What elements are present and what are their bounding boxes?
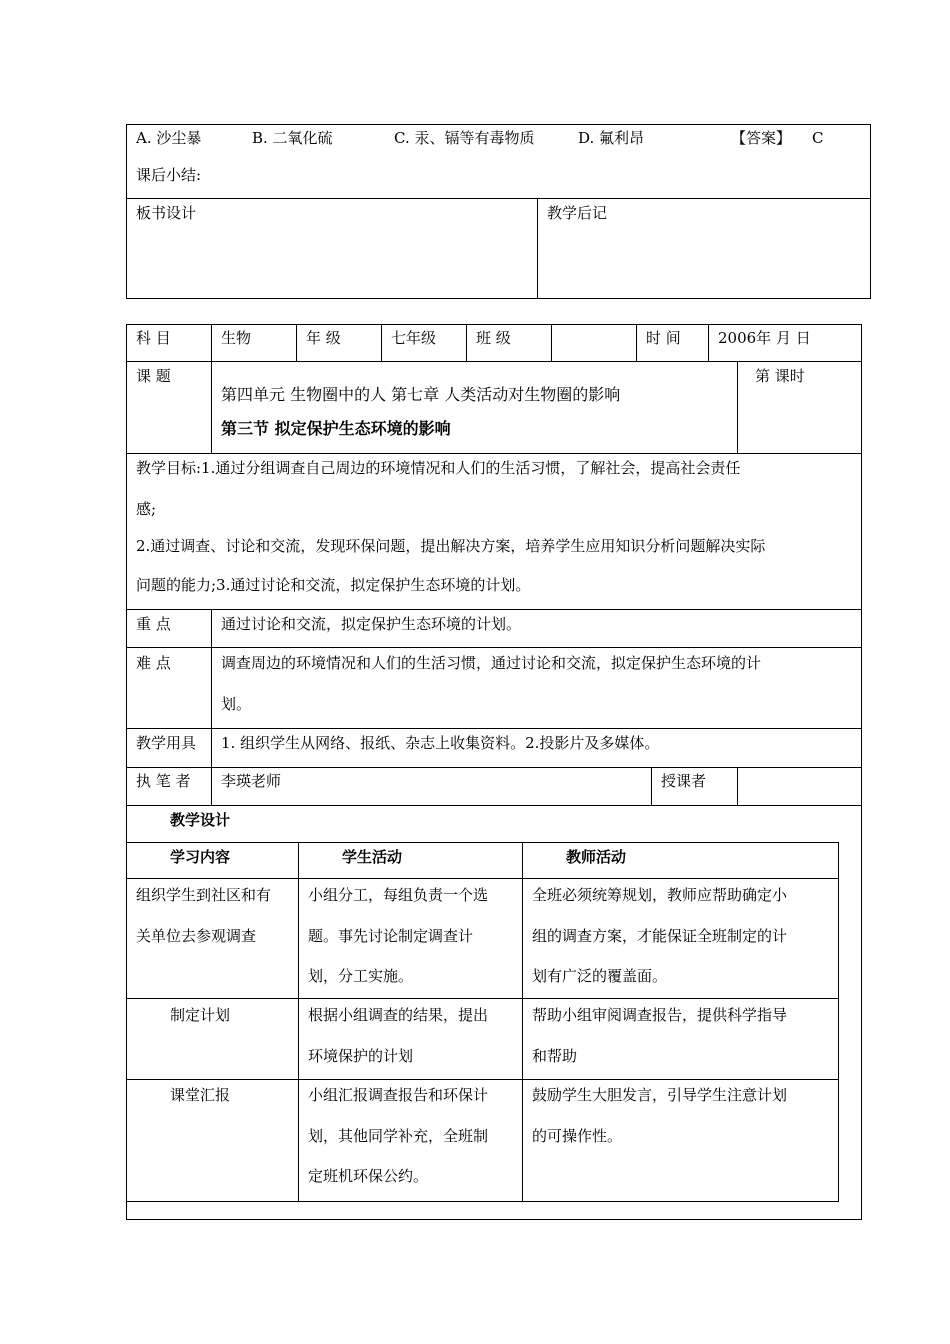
row-divider <box>126 805 862 806</box>
option-c: C. 汞、镉等有毒物质 <box>394 129 535 147</box>
board-design-label: 板书设计 <box>136 204 197 222</box>
subject-value: 生物 <box>221 329 252 347</box>
design-header-student: 学生活动 <box>342 848 403 866</box>
difficulty-line2: 划。 <box>221 695 252 713</box>
option-b: B. 二氧化硫 <box>252 129 333 147</box>
time-label: 时 间 <box>646 329 681 347</box>
period-label: 第 课时 <box>755 367 805 385</box>
col-divider <box>211 324 212 361</box>
row2-student-line: 根据小组调查的结果，提出 <box>308 1006 489 1024</box>
difficulty-label: 难 点 <box>136 654 171 672</box>
time-value: 2006年 月 日 <box>718 329 811 347</box>
row2-teacher-line: 帮助小组审阅调查报告，提供科学指导 <box>532 1006 788 1024</box>
subject-label: 科 目 <box>136 329 171 347</box>
row1-teacher-line: 划有广泛的覆盖面。 <box>532 967 668 985</box>
row-divider <box>126 647 862 648</box>
summary-label: 课后小结: <box>136 166 202 184</box>
design-row-divider <box>126 878 839 879</box>
design-row-divider <box>126 1079 839 1080</box>
teaching-tools-value: 1. 组织学生从网络、报纸、杂志上收集资料。2.投影片及多媒体。 <box>221 734 660 752</box>
row3-student-line: 划，其他同学补充，全班制 <box>308 1127 489 1145</box>
author-label: 执 笔 者 <box>136 772 191 790</box>
author-value: 李瑛老师 <box>221 772 282 790</box>
col-divider <box>636 324 637 361</box>
row1-teacher-line: 全班必须统筹规划，教师应帮助确定小 <box>532 886 788 904</box>
col-divider <box>737 361 738 453</box>
design-col-divider <box>522 842 523 1202</box>
top-table-divider <box>126 198 871 199</box>
row3-student-line: 小组汇报调查报告和环保计 <box>308 1086 489 1104</box>
design-header-content: 学习内容 <box>170 848 231 866</box>
answer-label: 【答案】 <box>731 129 792 147</box>
row2-teacher-line: 和帮助 <box>532 1047 578 1065</box>
topic-label: 课 题 <box>136 367 171 385</box>
lecturer-label: 授课者 <box>661 772 707 790</box>
key-point-value: 通过讨论和交流，拟定保护生态环境的计划。 <box>221 615 522 633</box>
top-table-split <box>537 198 538 299</box>
col-divider <box>466 324 467 361</box>
row3-teacher-line: 的可操作性。 <box>532 1127 623 1145</box>
option-a: A. 沙尘暴 <box>136 129 202 147</box>
topic-line2: 第三节 拟定保护生态环境的影响 <box>221 419 451 438</box>
row2-content-line: 制定计划 <box>170 1006 231 1024</box>
difficulty-line1: 调查周边的环境情况和人们的生活习惯，通过讨论和交流，拟定保护生态环境的计 <box>221 654 762 672</box>
row-divider <box>126 361 862 362</box>
topic-line1: 第四单元 生物圈中的人 第七章 人类活动对生物圈的影响 <box>221 385 621 404</box>
goals-line2: 感; <box>136 500 157 518</box>
top-table <box>126 124 871 299</box>
row1-student-line: 小组分工，每组负责一个选 <box>308 886 489 904</box>
col-divider <box>296 324 297 361</box>
col-divider <box>651 767 652 805</box>
design-header-teacher: 教师活动 <box>566 848 627 866</box>
col-divider <box>708 324 709 361</box>
row1-content-line: 关单位去参观调查 <box>136 927 257 945</box>
grade-value: 七年级 <box>391 329 437 347</box>
col-divider <box>211 609 212 805</box>
col-divider <box>737 767 738 805</box>
col-divider <box>381 324 382 361</box>
row-divider <box>126 453 862 454</box>
design-title: 教学设计 <box>170 811 231 829</box>
class-label: 班 级 <box>476 329 511 347</box>
teaching-reflection-label: 教学后记 <box>547 204 608 222</box>
goals-line1: 教学目标:1.通过分组调查自己周边的环境情况和人们的生活习惯，了解社会，提高社会责任 <box>136 459 741 477</box>
row3-student-line: 定班机环保公约。 <box>308 1167 429 1185</box>
option-d: D. 氟利昂 <box>578 129 645 147</box>
row3-content-line: 课堂汇报 <box>170 1086 231 1104</box>
row-divider <box>126 767 862 768</box>
row1-student-line: 题。事先讨论制定调查计 <box>308 927 474 945</box>
col-divider <box>211 361 212 453</box>
key-point-label: 重 点 <box>136 615 171 633</box>
row1-student-line: 划，分工实施。 <box>308 967 414 985</box>
design-col-divider <box>298 842 299 1202</box>
col-divider <box>551 324 552 361</box>
grade-label: 年 级 <box>306 329 341 347</box>
answer-value: C <box>812 129 824 147</box>
goals-line4: 问题的能力;3.通过讨论和交流，拟定保护生态环境的计划。 <box>136 576 531 594</box>
row3-teacher-line: 鼓励学生大胆发言，引导学生注意计划 <box>532 1086 788 1104</box>
teaching-tools-label: 教学用具 <box>136 734 197 752</box>
row-divider <box>126 609 862 610</box>
row2-student-line: 环境保护的计划 <box>308 1047 414 1065</box>
row1-content-line: 组织学生到社区和有 <box>136 886 272 904</box>
goals-line3: 2.通过调查、讨论和交流，发现环保问题，提出解决方案，培养学生应用知识分析问题解决实际 <box>136 537 766 555</box>
row1-teacher-line: 组的调查方案，才能保证全班制定的计 <box>532 927 788 945</box>
design-row-divider <box>126 998 839 999</box>
row-divider <box>126 728 862 729</box>
